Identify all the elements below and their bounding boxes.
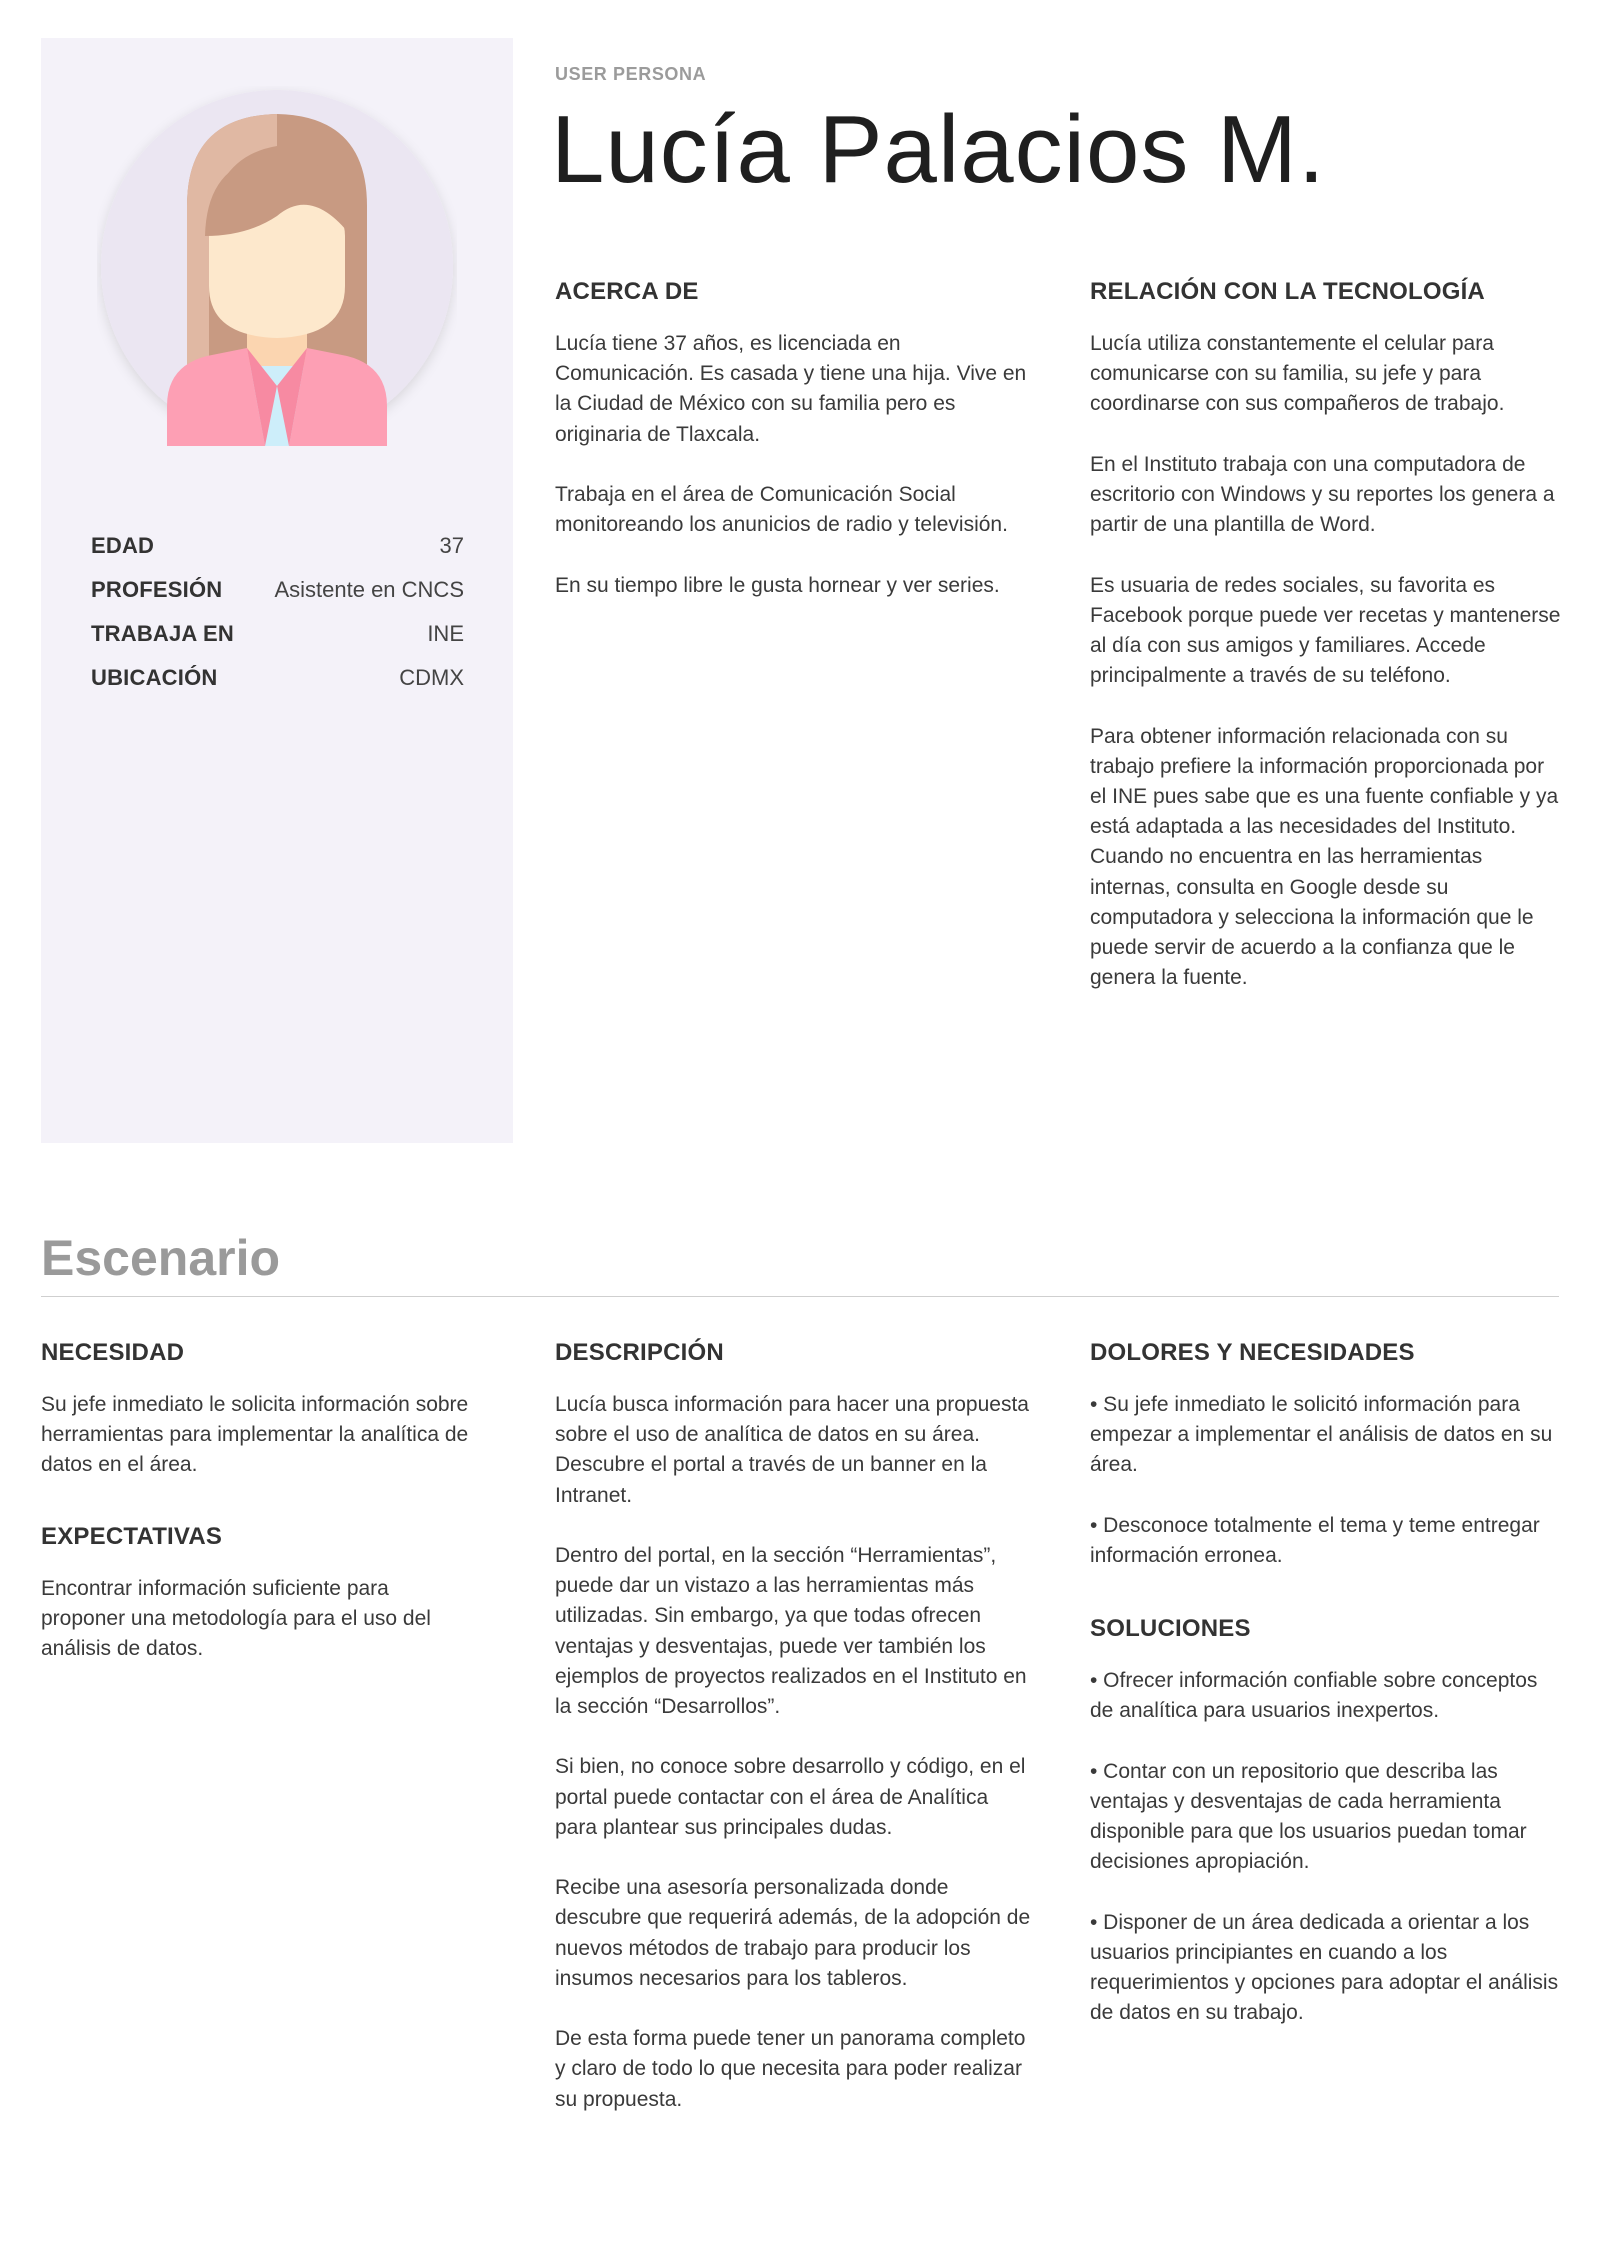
profile-facts — [91, 533, 464, 709]
about-heading: ACERCA DE — [555, 278, 699, 305]
avatar — [97, 86, 457, 446]
fact-location — [91, 665, 464, 709]
solutions-item: • Ofrecer información confiable sobre conceptos de analítica para usuarios inexpertos. — [1090, 1669, 1538, 1723]
description-heading: DESCRIPCIÓN — [555, 1339, 724, 1366]
tech-paragraph: Es usuaria de redes sociales, su favorita es Facebook porque puede ver recetas y mantenerse al día con sus amigos y familiares. Accede principalmente a través de su teléfono. — [1090, 573, 1561, 688]
fact-label: UBICACIÓN — [91, 665, 218, 690]
description-text — [555, 1390, 1035, 2115]
persona-eyebrow: USER PERSONA — [555, 64, 707, 84]
need-text — [41, 1390, 471, 1481]
expectations-heading: EXPECTATIVAS — [41, 1523, 223, 1550]
fact-value: INE — [427, 621, 464, 646]
persona-name: Lucía Palacios M. — [551, 96, 1326, 203]
pains-item: • Desconoce totalmente el tema y teme entregar información erronea. — [1090, 1513, 1540, 1567]
scenario-title: Escenario — [41, 1230, 281, 1286]
fact-employer — [91, 621, 464, 665]
woman-avatar-icon — [97, 86, 457, 446]
expectations-paragraph: Encontrar información suficiente para proponer una metodología para el uso del análisis de datos. — [41, 1577, 431, 1661]
description-paragraph: Dentro del portal, en la sección “Herramientas”, puede dar un vistazo a las herramientas más utilizadas. Sin embargo, ya que todas ofrecen ventajas y desventajas, puede ver también los ejemplos de proyectos realizados en el Instituto en la sección “Desarrollos”. — [555, 1544, 1027, 1719]
fact-label: TRABAJA EN — [91, 621, 234, 646]
solutions-text — [1090, 1666, 1565, 2028]
expectations-text — [41, 1574, 471, 1665]
tech-paragraph: Para obtener información relacionada con su trabajo prefiere la información proporcionada por el INE pues sabe que es una fuente confiable y ya está adaptada a las necesidades del Instituto. Cuando no encuentra en las herramientas internas, consulta en Google desde su computadora y selecciona la información que le puede servir de acuerdo a la confianza que le genera la fuente. — [1090, 724, 1559, 990]
need-heading: NECESIDAD — [41, 1339, 185, 1366]
pains-text — [1090, 1390, 1565, 1571]
about-paragraph: En su tiempo libre le gusta hornear y ver series. — [555, 573, 1000, 597]
fact-profession — [91, 577, 464, 621]
description-paragraph: Si bien, no conoce sobre desarrollo y código, en el portal puede contactar con el área de Analítica para plantear sus principales dudas. — [555, 1755, 1026, 1839]
tech-heading: RELACIÓN CON LA TECNOLOGÍA — [1090, 278, 1485, 305]
tech-paragraph: En el Instituto trabaja con una computadora de escritorio con Windows y su reportes los genera a partir de una plantilla de Word. — [1090, 452, 1555, 537]
about-text — [555, 329, 1035, 601]
tech-text — [1090, 329, 1565, 993]
tech-paragraph: Lucía utiliza constantemente el celular para comunicarse con su familia, su jefe y para coordinarse con sus compañeros de trabajo. — [1090, 332, 1505, 416]
pains-item: • Su jefe inmediato le solicitó información para empezar a implementar el análisis de datos en su área. — [1090, 1393, 1553, 1477]
scenario-divider — [41, 1296, 1559, 1297]
about-paragraph: Lucía tiene 37 años, es licenciada en Comunicación. Es casada y tiene una hija. Vive en la Ciudad de México con su familia pero es originaria de Tlaxcala. — [555, 332, 1027, 446]
fact-value: 37 — [439, 533, 464, 558]
need-paragraph: Su jefe inmediato le solicita información sobre herramientas para implementar la analítica de datos en el área. — [41, 1393, 469, 1477]
solutions-heading: SOLUCIONES — [1090, 1615, 1251, 1642]
description-paragraph: De esta forma puede tener un panorama completo y claro de todo lo que necesita para poder realizar su propuesta. — [555, 2027, 1026, 2111]
fact-value: Asistente en CNCS — [274, 577, 464, 602]
fact-label: PROFESIÓN — [91, 577, 223, 602]
fact-age — [91, 533, 464, 577]
solutions-item: • Disponer de un área dedicada a orientar a los usuarios principiantes en cuando a los requerimientos y opciones para adoptar el análisis de datos en su trabajo. — [1090, 1910, 1559, 2025]
pains-heading: DOLORES Y NECESIDADES — [1090, 1339, 1415, 1366]
description-paragraph: Lucía busca información para hacer una propuesta sobre el uso de analítica de datos en su área. Descubre el portal a través de un banner en la Intranet. — [555, 1393, 1029, 1507]
about-paragraph: Trabaja en el área de Comunicación Social monitoreando los anunicios de radio y televisión. — [555, 483, 1008, 537]
solutions-item: • Contar con un repositorio que describa las ventajas y desventajas de cada herramienta disponible para que los usuarios puedan tomar decisiones apropiación. — [1090, 1759, 1527, 1874]
description-paragraph: Recibe una asesoría personalizada donde descubre que requerirá además, de la adopción de nuevos métodos de trabajo para producir los insumos necesarios para los tableros. — [555, 1876, 1031, 1990]
fact-value: CDMX — [399, 665, 464, 690]
fact-label: EDAD — [91, 533, 155, 558]
profile-sidebar — [41, 38, 513, 1143]
